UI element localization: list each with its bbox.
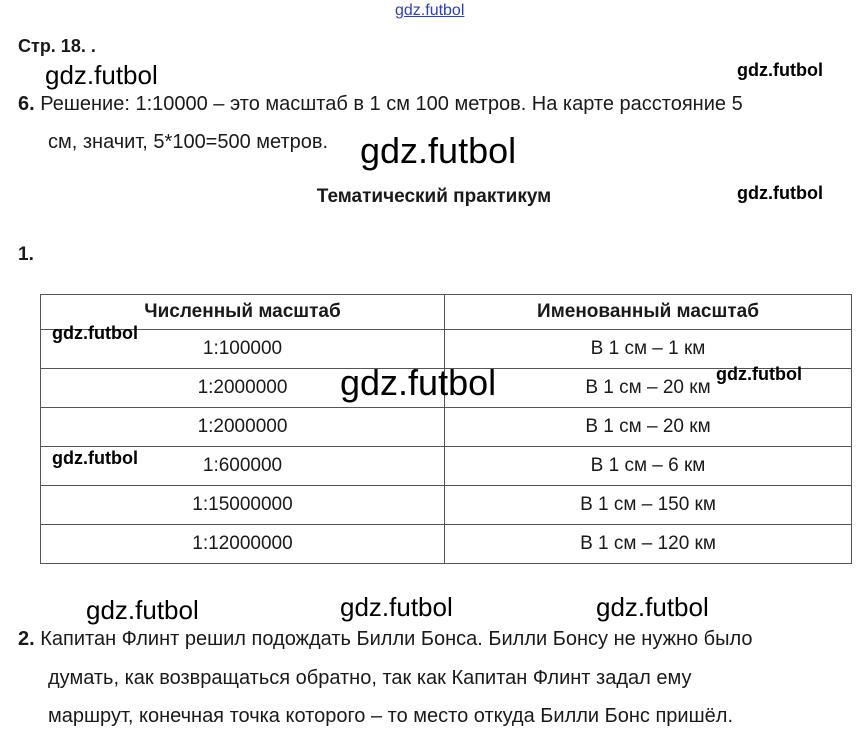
task2-line1 [18, 628, 753, 651]
numeric-scale-cell: 1:2000000 [41, 369, 445, 408]
table-header-row [41, 295, 852, 330]
table-row [41, 486, 852, 525]
table-row [41, 525, 852, 564]
watermark: gdz.futbol [52, 448, 138, 468]
table-row [41, 447, 852, 486]
named-scale-cell: В 1 см – 120 км [445, 525, 852, 564]
watermark: gdz.futbol [360, 130, 517, 171]
watermark: gdz.futbol [716, 364, 802, 384]
watermark: gdz.futbol [52, 323, 138, 343]
named-scale-cell: В 1 см – 150 км [445, 486, 852, 525]
numeric-scale-cell: 1:2000000 [41, 408, 445, 447]
numeric-scale-cell: 1:600000 [41, 447, 445, 486]
watermark: gdz.futbol [340, 592, 453, 622]
page-reference: Стр. 18. . [18, 36, 96, 56]
numeric-scale-cell: 1:12000000 [41, 525, 445, 564]
watermark: gdz.futbol [340, 362, 497, 403]
column-header-numeric-scale: Численный масштаб [41, 295, 445, 330]
named-scale-cell: В 1 см – 6 км [445, 447, 852, 486]
watermark: gdz.futbol [45, 60, 158, 90]
task2-text-line2: думать, как возвращаться обратно, так как Капитан Флинт задал ему [48, 667, 692, 689]
scale-table [40, 294, 852, 564]
task6-number: 6. [18, 93, 35, 115]
task2-text-line1: Капитан Флинт решил подождать Билли Бонса. Билли Бонсу не нужно было [40, 628, 753, 650]
named-scale-cell: В 1 см – 1 км [445, 330, 852, 369]
named-scale-cell: В 1 см – 20 км [445, 408, 852, 447]
watermark: gdz.futbol [86, 595, 199, 625]
task2-number: 2. [18, 628, 35, 650]
table-row [41, 408, 852, 447]
task6-text-line1: Решение: 1:10000 – это масштаб в 1 см 100 метров. На карте расстояние 5 [40, 93, 743, 115]
watermark: gdz.futbol [737, 60, 823, 80]
site-link[interactable]: gdz.futbol [395, 2, 465, 19]
task6-line1 [18, 93, 743, 116]
task6-text-line2: см, значит, 5*100=500 метров. [48, 131, 329, 153]
numeric-scale-cell: 1:15000000 [41, 486, 445, 525]
task2-text-line3: маршрут, конечная точка которого – то место откуда Билли Бонс пришёл. [48, 705, 733, 727]
section-title: Тематический практикум [316, 186, 552, 207]
watermark: gdz.futbol [737, 183, 823, 203]
numeric-scale-cell: 1:100000 [41, 330, 445, 369]
named-scale-cell: В 1 см – 20 км [445, 369, 852, 408]
watermark: gdz.futbol [596, 592, 709, 622]
column-header-named-scale: Именованный масштаб [445, 295, 852, 330]
task1-number: 1. [18, 244, 34, 265]
